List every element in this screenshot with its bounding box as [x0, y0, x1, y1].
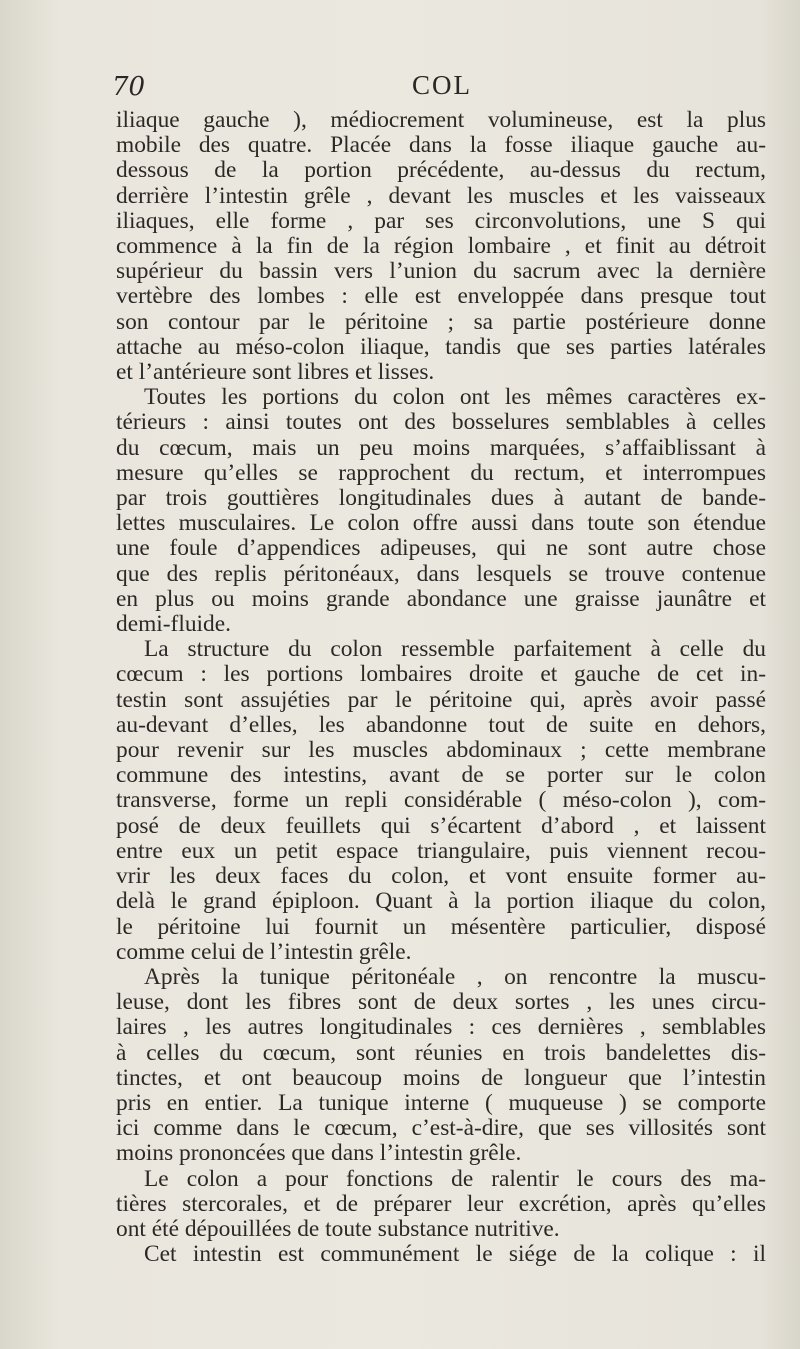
- text-line: au-devant d’elles, les abandonne tout de suite en dehors,: [116, 711, 766, 738]
- text-line: dessous de la portion précédente, au-dessus du rectum,: [116, 157, 766, 184]
- text-line: La structure du colon ressemble parfaitement à celle du: [144, 636, 766, 663]
- text-line: à celles du cœcum, sont réunies en trois bandelettes dis-: [116, 1039, 766, 1066]
- text-line: pour revenir sur les muscles abdominaux ; cette membrane: [116, 737, 766, 764]
- paragraph-6: [116, 1242, 766, 1267]
- text-line: iliaque gauche ), médiocrement volumineuse, est la plus: [116, 107, 766, 133]
- page-number: 70: [112, 72, 146, 102]
- text-line: transverse, forme un repli considérable ( méso-colon ), com-: [116, 787, 766, 814]
- text-line: mesure qu’elles se rapprochent du rectum, et interrompues: [116, 459, 766, 486]
- text-line: vrir les deux faces du colon, et vont ensuite former au-: [116, 863, 766, 890]
- text-line: et l’antérieure sont libres et lisses.: [116, 359, 435, 386]
- text-line: une foule d’appendices adipeuses, qui ne sont autre chose: [116, 535, 766, 562]
- text-line: que des replis péritonéaux, dans lesquels se trouve contenue: [116, 560, 766, 587]
- text-line: pris en entier. La tunique interne ( muqueuse ) se comporte: [116, 1089, 766, 1116]
- text-line: laires , les autres longitudinales : ces dernières , semblables: [116, 1014, 766, 1041]
- text-line: leuse, dont les fibres sont de deux sortes , les unes circu-: [116, 989, 766, 1016]
- text-line: supérieur du bassin vers l’union du sacrum avec la dernière: [116, 258, 766, 285]
- text-line: ont été dépouillées de toute substance nutritive.: [116, 1215, 560, 1242]
- text-line: tinctes, et ont beaucoup moins de longueur que l’intestin: [116, 1064, 766, 1091]
- text-line: testin sont assujéties par le péritoine qui, après avoir passé: [116, 686, 766, 713]
- paragraph-1: [116, 108, 766, 385]
- text-line: Toutes les portions du colon ont les mêmes caractères ex-: [144, 384, 766, 411]
- text-line: entre eux un petit espace triangulaire, puis viennent recou-: [116, 837, 766, 864]
- text-line: du cœcum, mais un peu moins marquées, s’affaiblissant à: [116, 434, 766, 461]
- text-line: Après la tunique péritonéale , on rencontre la muscu-: [144, 963, 766, 990]
- text-line: tières stercorales, et de préparer leur excrétion, après qu’elles: [116, 1190, 766, 1217]
- text-line: lettes musculaires. Le colon offre aussi dans toute son étendue: [116, 510, 766, 537]
- text-line: son contour par le péritoine ; sa partie postérieure donne: [116, 308, 766, 335]
- text-line: ici comme dans le cœcum, c’est-à-dire, que ses villosités sont: [116, 1115, 766, 1142]
- text-line: moins prononcées que dans l’intestin grêle.: [116, 1140, 522, 1167]
- text-line: térieurs : ainsi toutes ont des bosselures semblables à celles: [116, 409, 766, 436]
- paragraph-5: [116, 1167, 766, 1243]
- text-line: attache au méso-colon iliaque, tandis que ses parties latérales: [116, 333, 766, 360]
- text-line: commence à la fin de la région lombaire , et finit au détroit: [116, 233, 766, 260]
- text-line: iliaques, elle forme , par ses circonvolutions, une S qui: [116, 207, 766, 234]
- text-line: derrière l’intestin grêle , devant les muscles et les vaisseaux: [116, 182, 766, 209]
- running-head: COL: [412, 70, 472, 100]
- page-header: [112, 70, 770, 104]
- paragraph-2: [116, 385, 766, 637]
- body-text: [116, 108, 766, 1267]
- text-line: le péritoine lui fournit un mésentère particulier, disposé: [116, 913, 766, 940]
- text-line: comme celui de l’intestin grêle.: [116, 938, 412, 965]
- text-line: en plus ou moins grande abondance une graisse jaunâtre et: [116, 585, 766, 612]
- text-line: par trois gouttières longitudinales dues à autant de bande-: [116, 485, 766, 512]
- text-line: mobile des quatre. Placée dans la fosse iliaque gauche au-: [116, 132, 766, 159]
- text-line: posé de deux feuillets qui s’écartent d’abord , et laissent: [116, 812, 766, 839]
- text-line: commune des intestins, avant de se porter sur le colon: [116, 762, 766, 789]
- text-line: vertèbre des lombes : elle est enveloppée dans presque tout: [116, 283, 766, 310]
- text-line: Cet intestin est communément le siége de la colique : il: [144, 1241, 766, 1268]
- paragraph-4: [116, 965, 766, 1167]
- text-line: demi-fluide.: [116, 611, 231, 638]
- paragraph-3: [116, 637, 766, 965]
- text-line: cœcum : les portions lombaires droite et gauche de cet in-: [116, 661, 766, 688]
- text-line: delà le grand épiploon. Quant à la portion iliaque du colon,: [116, 888, 766, 915]
- text-line: Le colon a pour fonctions de ralentir le cours des ma-: [144, 1165, 766, 1192]
